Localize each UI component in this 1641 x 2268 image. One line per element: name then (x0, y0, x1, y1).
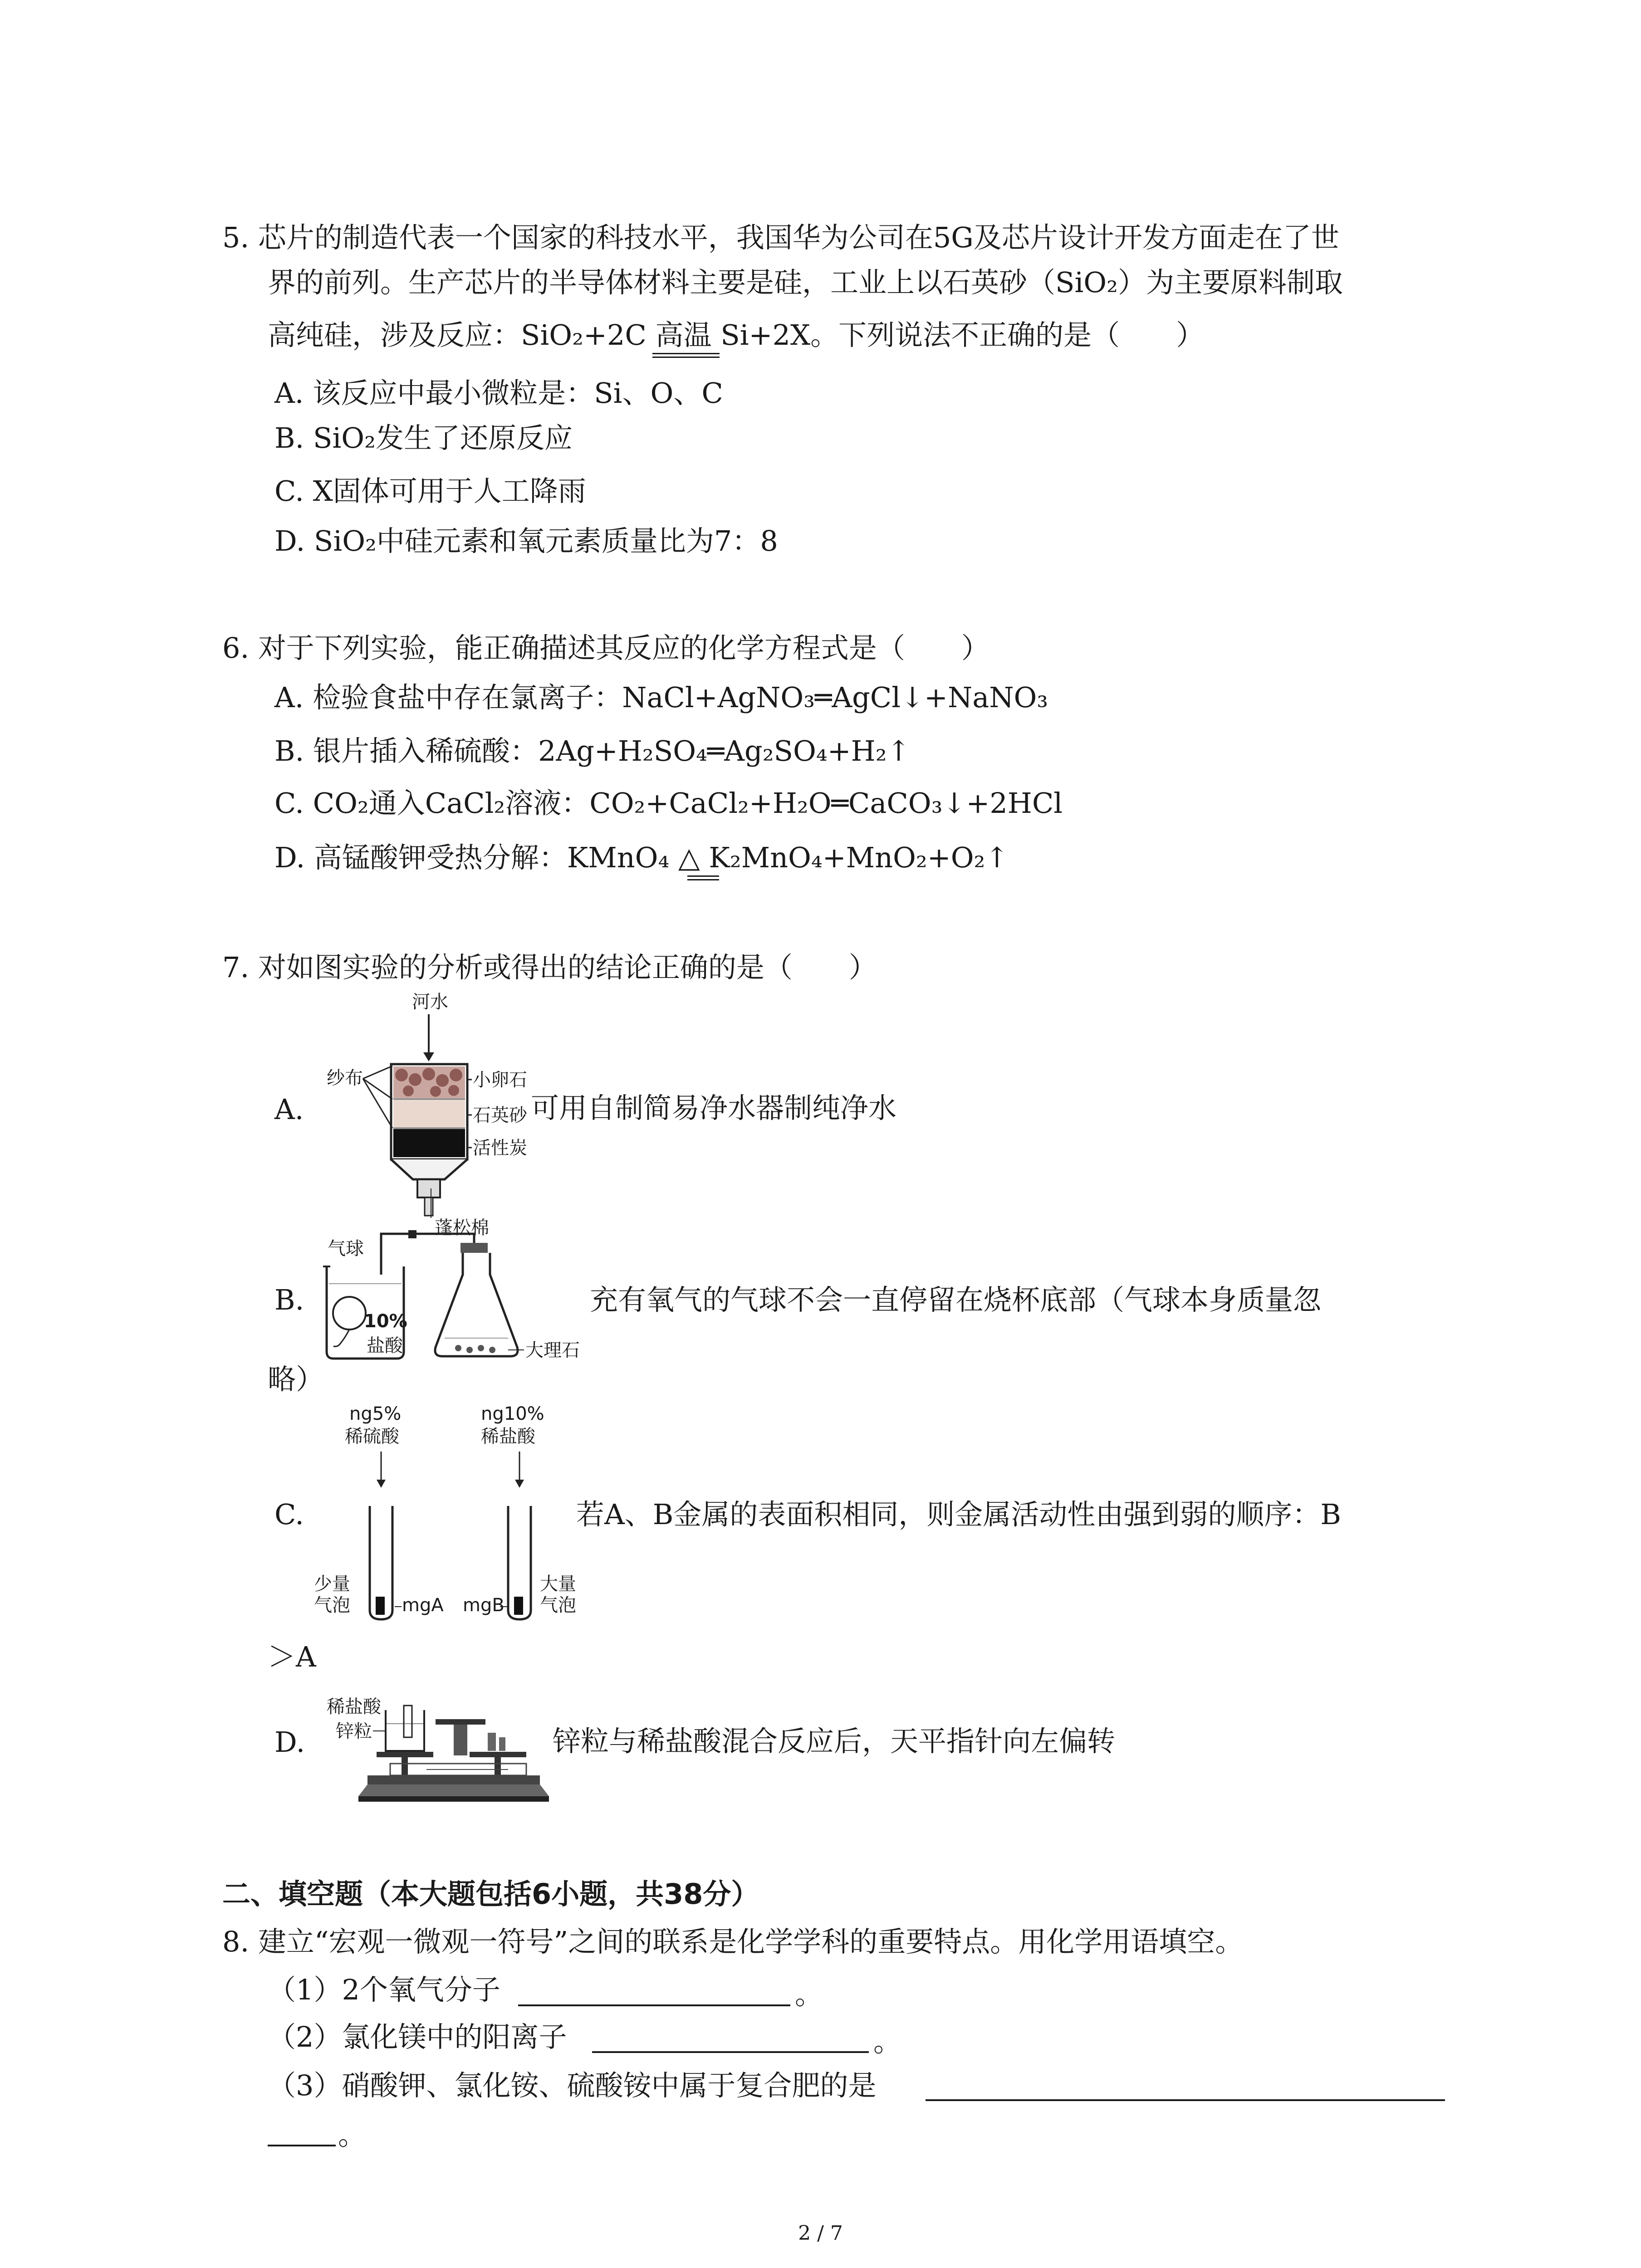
q7-option-a-letter: A. (274, 1093, 304, 1126)
q6-stem: 6. 对于下列实验，能正确描述其反应的化学方程式是（ ） (222, 631, 989, 665)
q6-option-c: C. CO₂通入CaCl₂溶液：CO₂+CaCl₂+H₂O═CaCO₃↓+2HCl (274, 787, 1063, 820)
label-marble: 大理石 (525, 1340, 580, 1361)
label-gauze: 纱布 (327, 1068, 363, 1089)
label-percent: 10% (364, 1311, 407, 1332)
q5-option-a: A. 该反应中最小微粒是：Si、O、C (274, 376, 723, 410)
label-bubbles-left: 气泡 (314, 1595, 350, 1616)
q8-sub3-period: 。 (338, 2118, 367, 2151)
label-left-concentration: ng5% (349, 1403, 402, 1424)
label-balloon: 气球 (328, 1238, 364, 1259)
label-sand: 石英砂 (473, 1105, 527, 1126)
conical-flask (435, 1253, 518, 1356)
metal-b (514, 1597, 523, 1615)
water-purifier-figure (318, 989, 531, 1243)
metal-a (376, 1597, 385, 1615)
condition-double-line (652, 353, 720, 354)
label-river-water: 河水 (412, 992, 448, 1012)
q7-option-a-text: 可用自制简易净水器制纯净水 (531, 1091, 897, 1124)
q5-option-c: C. X固体可用于人工降雨 (274, 474, 586, 508)
sand-layer (393, 1100, 465, 1127)
q8-stem: 8. 建立“宏观一微观一符号”之间的联系是化学学科的重要特点。用化学用语填空。 (222, 1925, 1244, 1958)
label-dilute-hcl: 稀盐酸 (327, 1696, 381, 1717)
label-right-concentration: ng10% (481, 1403, 544, 1424)
answer-blank-3[interactable] (926, 2099, 1445, 2101)
q7-option-c-letter: C. (274, 1498, 304, 1531)
beaker (386, 1710, 424, 1751)
q7-option-c-text-cont: ＞A (268, 1640, 316, 1673)
q8-sub1: （1）2个氧气分子 (268, 1973, 500, 2006)
condition-double-line-2 (652, 357, 720, 358)
q5-stem-line1: 5. 芯片的制造代表一个国家的科技水平，我国华为公司在5G及芯片设计开发方面走在了世 (222, 221, 1339, 254)
q5-option-b: B. SiO₂发生了还原反应 (274, 421, 573, 455)
label-cotton: 蓬松棉 (435, 1217, 489, 1238)
answer-blank-2[interactable] (592, 2051, 869, 2053)
q7-stem: 7. 对如图实验的分析或得出的结论正确的是（ ） (222, 951, 877, 984)
q7-option-b-text-cont: 略） (268, 1363, 324, 1396)
label-left-acid: 稀硫酸 (345, 1426, 399, 1447)
label-many: 大量 (540, 1574, 576, 1594)
delta-double-line-2 (687, 879, 719, 880)
label-metal-b: mgB (463, 1595, 505, 1616)
q7-option-c-text: 若A、B金属的表面积相同，则金属活动性由强到弱的顺序：B (576, 1498, 1341, 1531)
q6-option-b: B. 银片插入稀硫酸：2Ag+H₂SO₄═Ag₂SO₄+H₂↑ (274, 734, 911, 767)
q7-option-b-text: 充有氧气的气球不会一直停留在烧杯底部（气球本身质量忽 (590, 1283, 1322, 1316)
label-bubbles-right: 气泡 (540, 1595, 576, 1616)
q8-sub2: （2）氯化镁中的阳离子 (268, 2020, 567, 2053)
q7-option-b-letter: B. (274, 1283, 304, 1316)
q6-option-d: D. 高锰酸钾受热分解：KMnO₄ △ K₂MnO₄+MnO₂+O₂↑ (274, 841, 1009, 874)
q5-option-d: D. SiO₂中硅元素和氧元素质量比为7：8 (274, 524, 778, 557)
answer-blank-3-cont[interactable] (268, 2145, 336, 2146)
q8-sub3: （3）硝酸钾、氯化铵、硫酸铵中属于复合肥的是 (268, 2069, 877, 2102)
label-carbon: 活性炭 (473, 1138, 527, 1158)
label-hcl: 盐酸 (367, 1335, 403, 1356)
delta-double-line (687, 875, 719, 877)
q5-stem-line3: 高纯硅，涉及反应：SiO₂+2C 高温 Si+2X。下列说法不正确的是（ ） (268, 318, 1205, 352)
q6-option-a: A. 检验食盐中存在氯离子：NaCl+AgNO₃═AgCl↓+NaNO₃ (274, 681, 1048, 714)
answer-blank-1[interactable] (518, 2004, 790, 2006)
section-2-title: 二、填空题（本大题包括6小题，共38分） (222, 1877, 759, 1911)
carbon-layer (393, 1129, 465, 1157)
test-tubes-figure (313, 1397, 585, 1633)
q8-sub1-period: 。 (795, 1978, 823, 2011)
label-right-acid: 稀盐酸 (481, 1426, 535, 1447)
q8-sub2-period: 。 (873, 2025, 902, 2058)
page-number: 2 / 7 (798, 2222, 843, 2245)
balloon-beaker-figure (313, 1225, 594, 1365)
label-metal-a: mgA (402, 1595, 444, 1616)
q7-option-d-letter: D. (274, 1725, 305, 1759)
balloon (333, 1297, 366, 1330)
label-pebble: 小卵石 (473, 1070, 527, 1090)
q7-option-d-text: 锌粒与稀盐酸混合反应后，天平指针向左偏转 (553, 1725, 1116, 1758)
label-zinc: 锌粒 (336, 1721, 372, 1742)
balance-figure (318, 1692, 554, 1814)
label-few: 少量 (314, 1574, 350, 1594)
q5-stem-line2: 界的前列。生产芯片的半导体材料主要是硅，工业上以石英砂（SiO₂）为主要原料制取 (268, 266, 1343, 299)
